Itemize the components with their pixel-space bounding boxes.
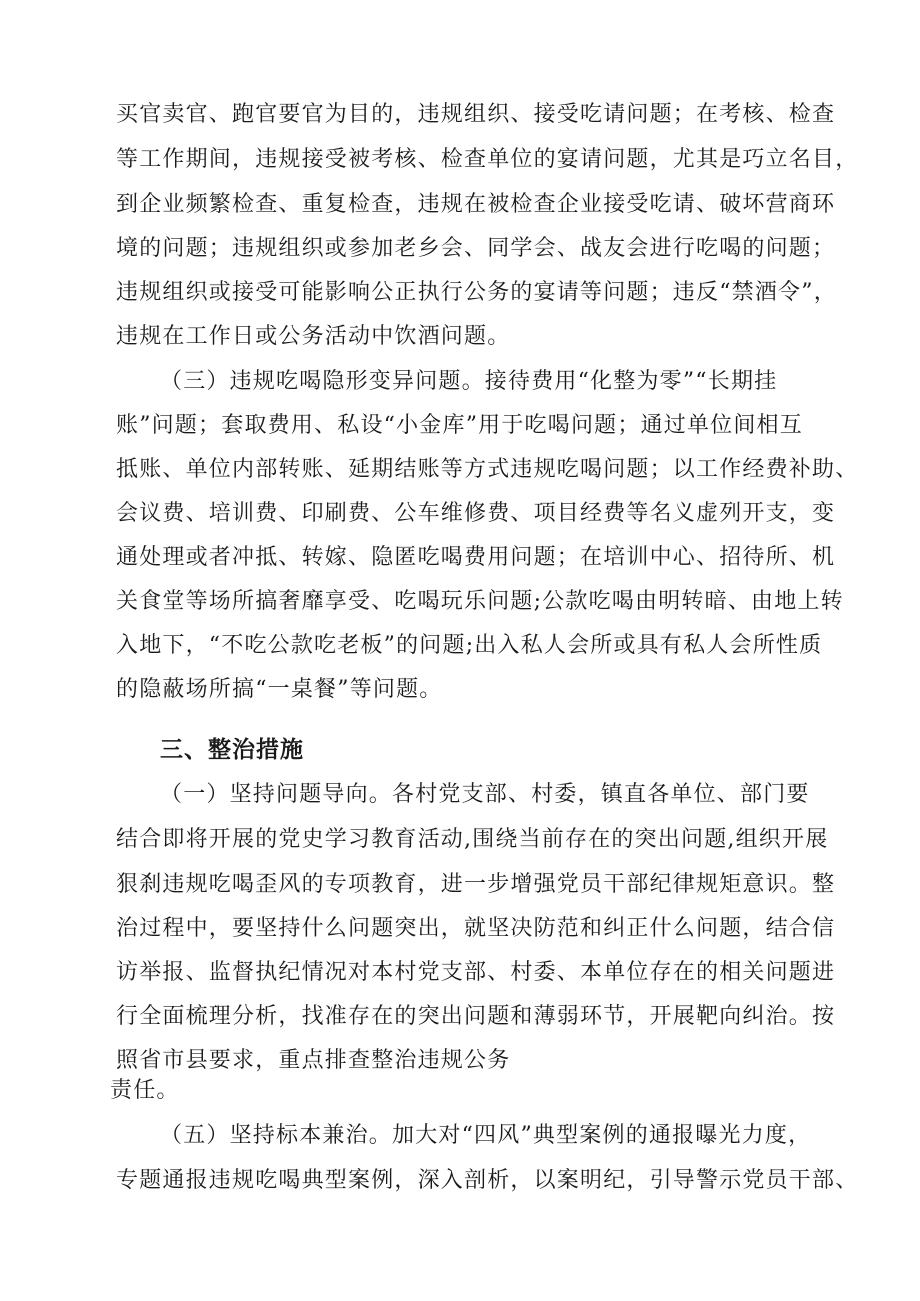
text-line: 买官卖官、跑官要官为目的，违规组织、接受吃请问题；在考核、检查: [116, 102, 836, 127]
text-line: 等工作期间，违规接受被考核、检查单位的宴请问题，尤其是巧立名目，: [116, 147, 859, 172]
text-line: 行全面梳理分析，找准存在的突出问题和薄弱环节，开展靶向纠治。按: [116, 1004, 836, 1029]
text-line: 入地下，“不吃公款吃老板”的问题;出入私人会所或具有私人会所性质: [116, 633, 823, 658]
text-line: （五）坚持标本兼治。加大对“四风”典型案例的通报曝光力度，: [160, 1123, 812, 1148]
text-line: 专题通报违规吃喝典型案例，深入剖析，以案明纪，引导警示党员干部、: [116, 1168, 859, 1193]
text-line: 照省市县要求，重点排查整治违规公务: [116, 1048, 511, 1073]
text-line: 狠刹违规吃喝歪风的专项教育，进一步增强党员干部纪律规矩意识。整: [116, 872, 836, 897]
text-line: 违规组织或接受可能影响公正执行公务的宴请等问题；违反“禁酒令”，: [116, 280, 837, 305]
text-line: 的隐蔽场所搞“一桌餐”等问题。: [116, 677, 443, 702]
text-line: 通处理或者冲抵、转嫁、隐匿吃喝费用问题；在培训中心、招待所、机: [116, 545, 836, 570]
text-line: 关食堂等场所搞奢靡享受、吃喝玩乐问题;公款吃喝由明转暗、由地上转: [116, 589, 844, 614]
text-line: 治过程中，要坚持什么问题突出，就坚决防范和纠正什么问题，结合信: [116, 916, 836, 941]
text-line: 境的问题；违规组织或参加老乡会、同学会、战友会进行吃喝的问题；: [116, 236, 836, 261]
text-line: 抵账、单位内部转账、延期结账等方式违规吃喝问题；以工作经费补助、: [116, 457, 859, 482]
text-line: 违规在工作日或公务活动中饮酒问题。: [116, 324, 511, 349]
text-line: 访举报、监督执纪情况对本村党支部、村委、本单位存在的相关问题进: [116, 960, 836, 985]
text-line: 责任。: [110, 1078, 180, 1103]
text-line: （三）违规吃喝隐形变异问题。接待费用“化整为零”“长期挂: [160, 369, 778, 394]
text-line: 到企业频繁检查、重复检查，违规在被检查企业接受吃请、破坏营商环: [116, 192, 836, 217]
text-line: 会议费、培训费、印刷费、公车维修费、项目经费等名义虚列开支，变: [116, 501, 836, 526]
text-line: 账”问题；套取费用、私设“小金库”用于吃喝问题；通过单位间相互: [116, 413, 803, 438]
text-line: （一）坚持问题导向。各村党支部、村委，镇直各单位、部门要: [160, 782, 810, 807]
text-line: 结合即将开展的党史学习教育活动,围绕当前存在的突出问题,组织开展: [116, 827, 829, 852]
section-heading: 三、整治措施: [160, 737, 304, 763]
